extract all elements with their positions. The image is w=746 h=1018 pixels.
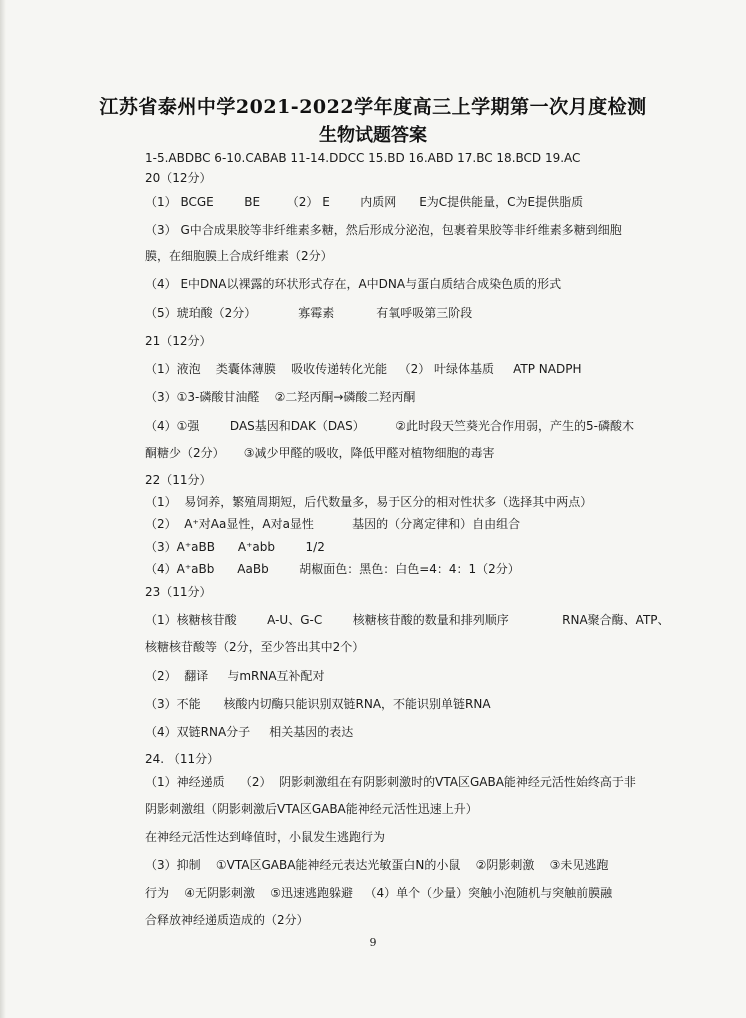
answer-line: （4）双链RNA分子 相关基因的表达	[145, 725, 354, 739]
answer-line: 21（12分）	[145, 334, 212, 348]
answer-line: 合释放神经递质造成的（2分）	[145, 913, 309, 927]
answer-line: （1）神经递质 （2） 阴影刺激组在有阴影刺激时的VTA区GABA能神经元活性始终高于非	[145, 775, 636, 789]
answer-line: （4）A⁺aBb AaBb 胡椒面色：黑色：白色=4：4：1（2分）	[145, 562, 520, 576]
answer-line: （2） 翻译 与mRNA互补配对	[145, 669, 325, 683]
answer-line: 酮糖少（2分） ③减少甲醛的吸收，降低甲醛对植物细胞的毒害	[145, 446, 495, 460]
answer-line: （5）琥珀酸（2分） 寡霉素 有氧呼吸第三阶段	[145, 306, 473, 320]
answer-line: （3） G中合成果胶等非纤维素多糖，然后形成分泌泡，包裹着果胶等非纤维素多糖到细胞	[145, 223, 622, 237]
answer-line: （1）液泡 类囊体薄膜 吸收传递转化光能 （2） 叶绿体基质 ATP NADPH	[145, 362, 582, 376]
answer-line: （1）核糖核苷酸 A-U、G-C 核糖核苷酸的数量和排列顺序 RNA聚合酶、ATP、	[145, 613, 670, 627]
answer-line: （4） E中DNA以裸露的环状形式存在，A中DNA与蛋白质结合成染色质的形式	[145, 277, 562, 291]
answer-line: 阴影刺激组（阴影刺激后VTA区GABA能神经元活性迅速上升）	[145, 802, 478, 816]
answer-line: （4）①强 DAS基因和DAK（DAS） ②此时段天竺葵光合作用弱，产生的5-磷酸木	[145, 419, 634, 433]
document-subtitle: 生物试题答案	[319, 125, 427, 146]
page-number: 9	[369, 936, 377, 949]
answer-line: （3）A⁺aBB A⁺abb 1/2	[145, 540, 325, 554]
answer-line: （1） 易饲养，繁殖周期短，后代数量多，易于区分的相对性状多（选择其中两点）	[145, 495, 593, 509]
answer-line: 行为 ④无阴影刺激 ⑤迅速逃跑躲避 （4）单个（少量）突触小泡随机与突触前膜融	[145, 886, 613, 900]
answer-line: 在神经元活性达到峰值时，小鼠发生逃跑行为	[145, 830, 386, 844]
answer-line: 20（12分）	[145, 171, 212, 185]
answer-line: 1-5.ABDBC 6-10.CABAB 11-14.DDCC 15.BD 16.ABD 17.BC 18.BCD 19.AC	[145, 151, 581, 165]
answer-line: （2） A⁺对Aa显性，A对a显性 基因的（分离定律和）自由组合	[145, 517, 521, 531]
answer-line: （3）不能 核酸内切酶只能识别双链RNA，不能识别单链RNA	[145, 697, 491, 711]
answer-line: （3）抑制 ①VTA区GABA能神经元表达光敏蛋白N的小鼠 ②阴影刺激 ③未见逃跑	[145, 858, 609, 872]
answer-line: （1） BCGE BE （2） E 内质网 E为C提供能量，C为E提供脂质	[145, 195, 584, 209]
answer-line: 22（11分）	[145, 473, 212, 487]
answer-line: 23（11分）	[145, 585, 212, 599]
answer-line: （3）①3-磷酸甘油醛 ②二羟丙酮→磷酸二羟丙酮	[145, 390, 416, 404]
answer-line: 24. （11分）	[145, 752, 220, 766]
document-title: 江苏省泰州中学2021-2022学年度高三上学期第一次月度检测	[99, 96, 647, 118]
answer-line: 膜，在细胞膜上合成纤维素（2分）	[145, 249, 333, 263]
scan-edge-shadow	[0, 0, 6, 1018]
answer-line: 核糖核苷酸等（2分，至少答出其中2个）	[145, 640, 365, 654]
